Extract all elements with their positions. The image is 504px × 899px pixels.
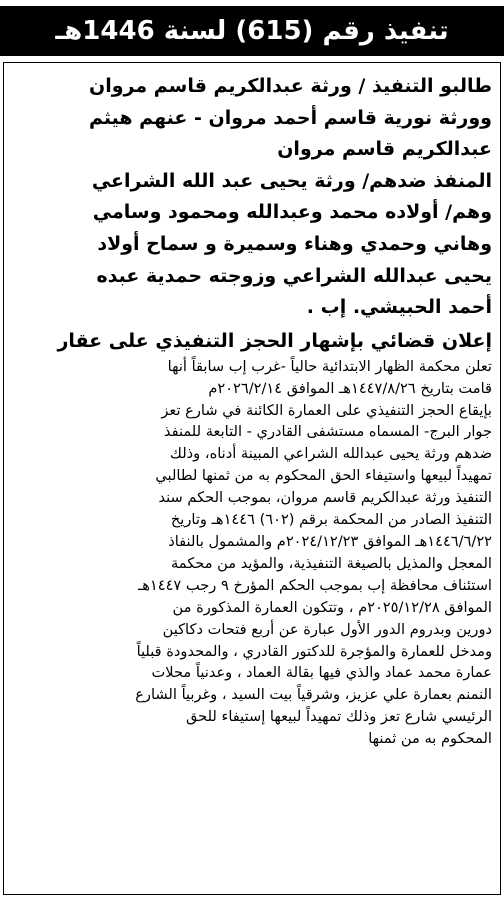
body-line: تعلن محكمة الظهار الابتدائية حالياً -غرب إب سابقاً أنها — [167, 357, 492, 375]
body-line: عمارة محمد عماد والذي فيها بقالة العماد ، وعدنياً محلات — [151, 664, 492, 682]
body-line: ١٤٤٦/٦/٢٢هـ الموافق ٢٠٢٤/١٢/٢٣م والمشمول بالنفاذ — [168, 533, 492, 550]
parties-line: وهاني وحمدي وهناء وسميرة و سماح أولاد — [97, 232, 492, 255]
body-line: المحكوم به من ثمنها — [368, 730, 492, 748]
parties-line: وهم/ أولاده محمد وعبدالله ومحمود وسامي — [92, 201, 492, 224]
body-line: المعجل والمذيل بالصيغة التنفيذية، والمؤيد من محكمة — [170, 554, 492, 572]
page-title: تنفيذ رقم (615) لسنة 1446هـ — [55, 16, 449, 46]
title-bar — [0, 6, 504, 56]
parties-line: المنفذ ضدهم/ ورثة يحيى عبد الله الشراعي — [91, 169, 492, 192]
parties-line: طالبو التنفيذ / ورثة عبدالكريم قاسم مروان — [89, 75, 492, 97]
body-line: ضدهم ورثة يحيى عبدالله الشراعي المبينة أدناه، وذلك — [169, 445, 492, 463]
body-line: الموافق ٢٠٢٥/١٢/٢٨م ، وتتكون العمارة المذكورة من — [172, 598, 492, 616]
body-line: التنفيذ ورثة عبدالكريم قاسم مروان، بموجب الحكم سند — [158, 489, 492, 507]
parties-line: وورثة نورية قاسم أحمد مروان - عنهم هيثم — [88, 106, 492, 129]
parties-block — [12, 71, 492, 324]
body-line: التنفيذ الصادر من المحكمة برقم (٦٠٢) ١٤٤٦هـ وتاريخ — [170, 511, 492, 529]
body-line: النمنم بعمارة علي عزيز، وشرقياً بيت السيد ، وغربياً الشارع — [135, 686, 492, 704]
notice-subject: إعلان قضائي بإشهار الحجز التنفيذي على عقار — [57, 329, 492, 352]
notice-body — [12, 356, 492, 750]
body-line: استئناف محافظة إب بموجب الحكم المؤرخ ٩ رجب ١٤٤٧هـ — [137, 576, 492, 594]
body-line: الرئيسي شارع تعز وذلك تمهيداً لبيعها إستيفاء للحق — [185, 708, 492, 726]
body-line: تمهيداً لبيعها واستيفاء الحق المحكوم به من ثمنها لطالبي — [155, 467, 492, 485]
body-line: قامت بتاريخ ١٤٤٧/٨/٢٦هـ الموافق ٢٠٢٦/٢/١٤م — [208, 379, 492, 397]
body-line: جوار البرج- المسماه مستشفى القادري - التابعة للمنفذ — [163, 423, 492, 441]
body-line: دورين وبدروم الدور الأول عبارة عن أربع فتحات دكاكين — [162, 620, 492, 638]
notice-frame — [3, 62, 501, 895]
body-line: ومدخل للعمارة والمؤجرة للدكتور القادري ، والمحدودة قبلياً — [136, 642, 492, 660]
parties-line: أحمد الحبيشي. إب . — [306, 296, 492, 319]
parties-line: يحيى عبدالله الشراعي وزوجته حمدية عبده — [96, 264, 492, 287]
parties-line: عبدالكريم قاسم مروان — [277, 138, 492, 161]
body-line: بإيقاع الحجز التنفيذي على العمارة الكائنة في شارع تعز — [161, 401, 492, 419]
